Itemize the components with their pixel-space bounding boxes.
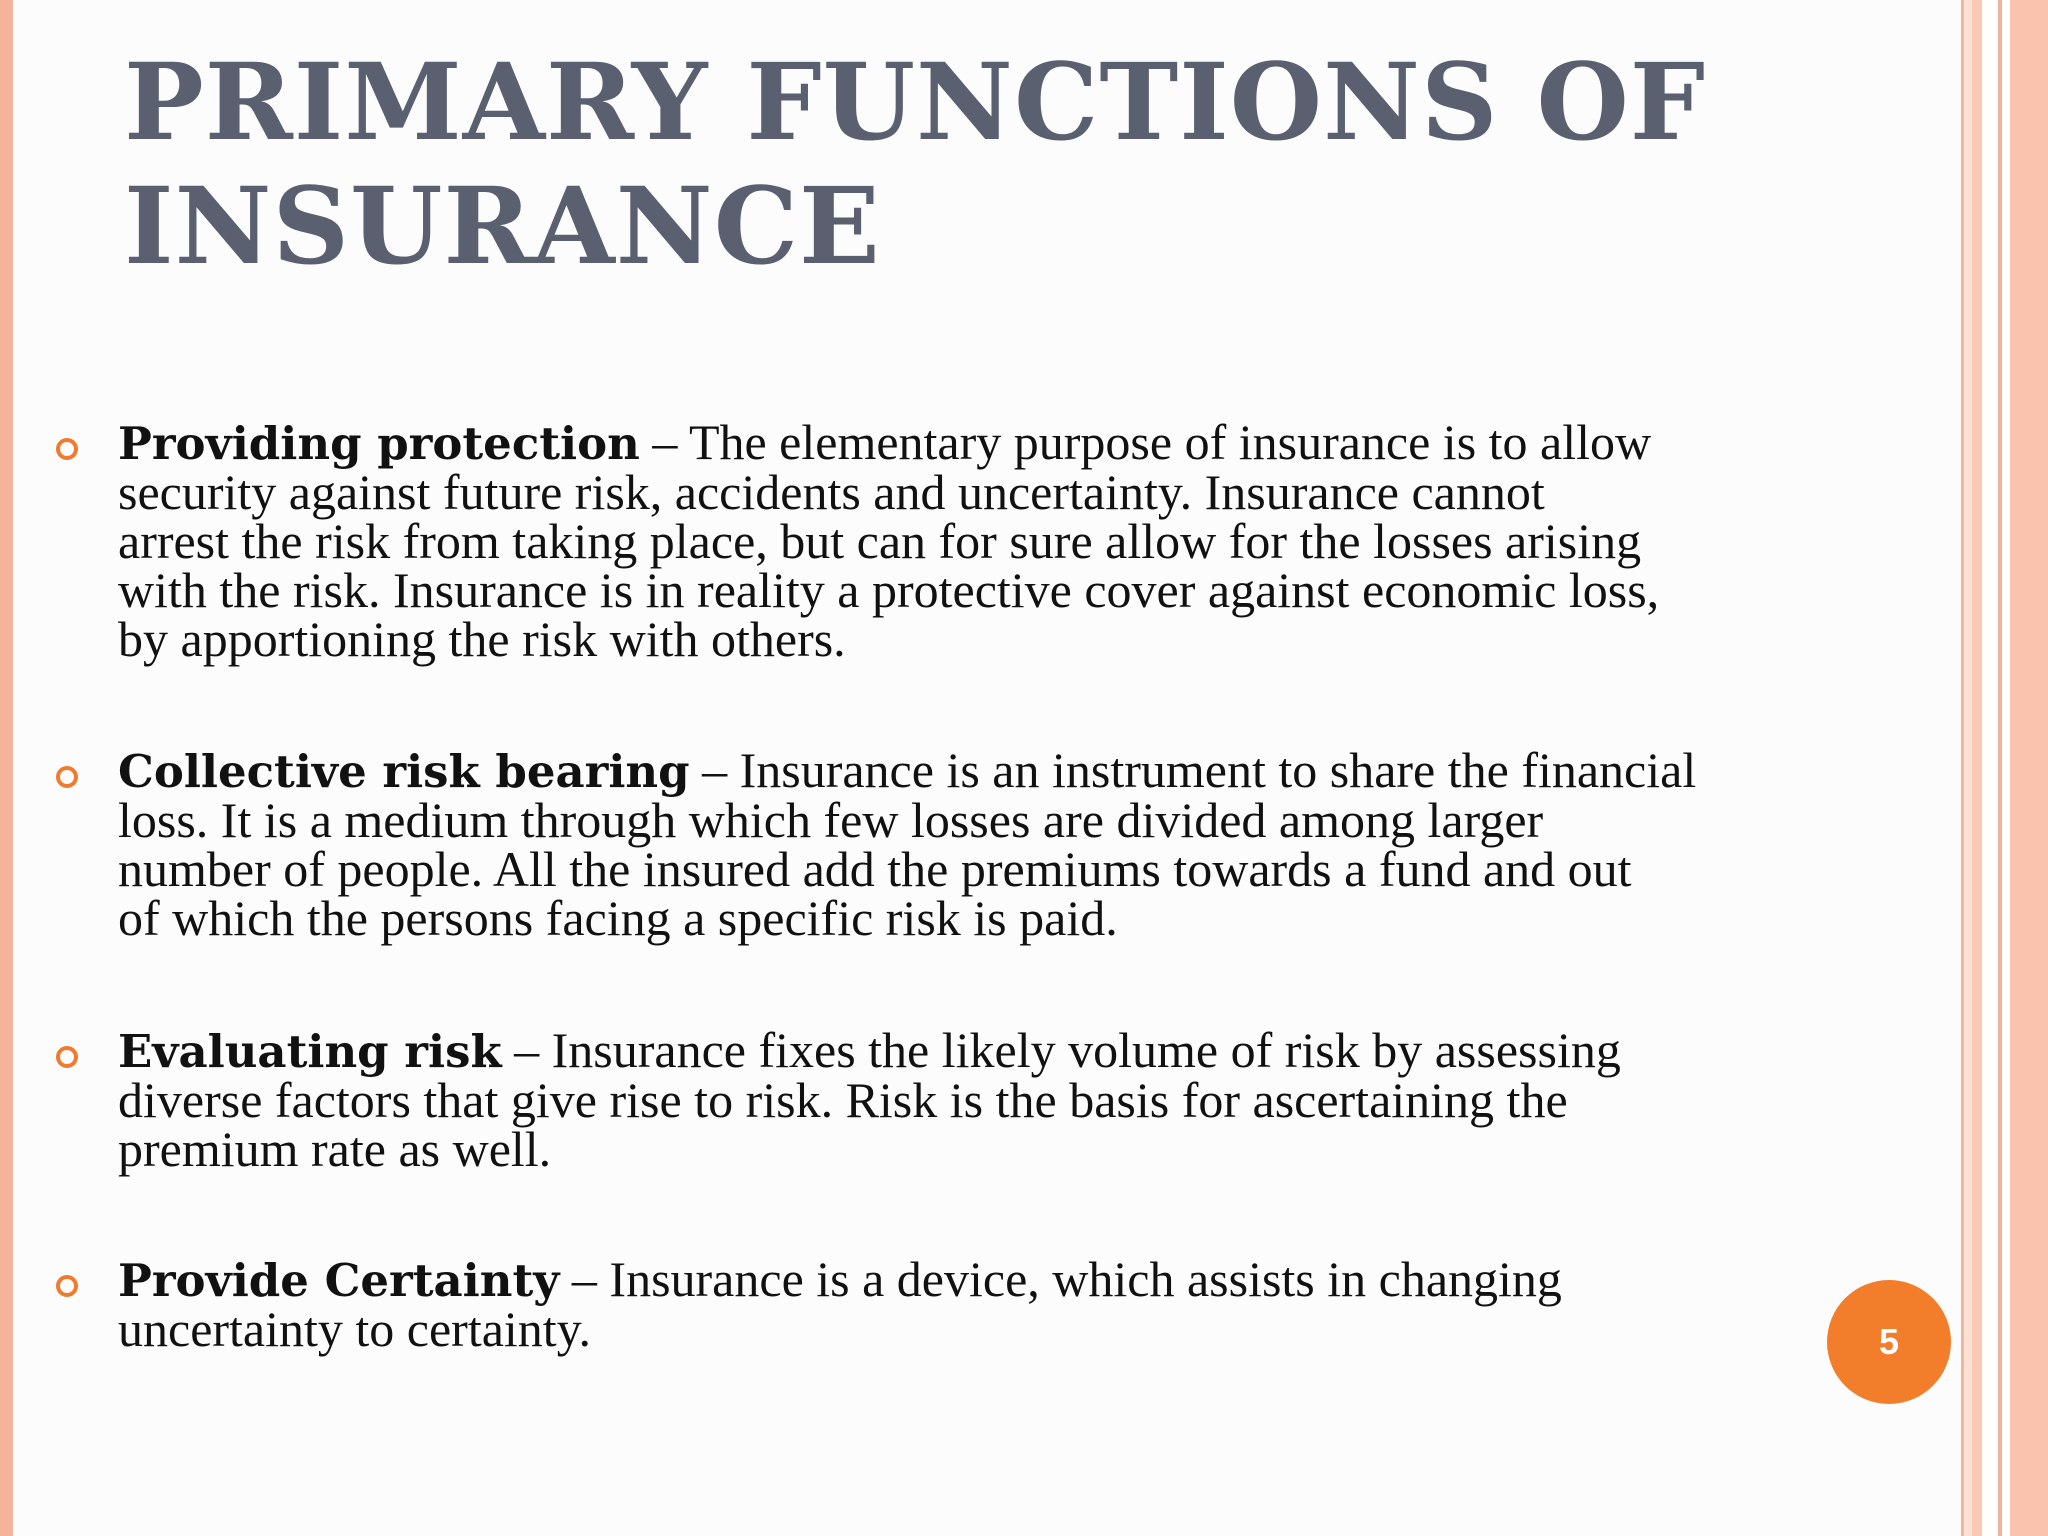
bullet-line: with the risk. Insurance is in reality a protective cover against economic loss, <box>118 562 1660 618</box>
bullet-line: number of people. All the insured add the premiums towards a fund and out <box>118 841 1632 897</box>
bullet-circle-icon <box>56 1275 78 1297</box>
bullet-line: – Insurance is a device, which assists in changing <box>559 1251 1562 1307</box>
bullet-text <box>118 414 2018 667</box>
slide-title <box>124 40 1924 288</box>
bullet-circle-icon <box>56 438 78 460</box>
bullet-line: security against future risk, accidents and uncertainty. Insurance cannot <box>118 464 1545 520</box>
bullet-term: Evaluating risk <box>118 1025 502 1078</box>
bullet-line: – Insurance fixes the likely volume of risk by assessing <box>501 1022 1621 1078</box>
bullet-line: loss. It is a medium through which few losses are divided among larger <box>118 792 1544 848</box>
bullet-text <box>118 1022 2018 1177</box>
bullet-line: premium rate as well. <box>118 1121 552 1177</box>
bullet-term: Provide Certainty <box>118 1254 560 1307</box>
slide-title-line: PRIMARY FUNCTIONS OF <box>124 39 1707 164</box>
bullet-line: diverse factors that give rise to risk. Risk is the basis for ascertaining the <box>118 1072 1568 1128</box>
bullet-text <box>118 742 2018 946</box>
bullet-circle-icon <box>56 1046 78 1068</box>
page-number-badge: 5 <box>1827 1280 1951 1404</box>
left-border-stripe <box>0 0 13 1536</box>
slide-title-line: INSURANCE <box>124 163 881 288</box>
bullet-term: Collective risk bearing <box>118 745 690 798</box>
bullet-line: by apportioning the risk with others. <box>118 611 846 667</box>
bullet-line: – Insurance is an instrument to share the financial <box>689 742 1697 798</box>
bullet-circle-icon <box>56 766 78 788</box>
bullet-line: uncertainty to certainty. <box>118 1301 591 1357</box>
bullet-line: of which the persons facing a specific risk is paid. <box>118 890 1118 946</box>
bullet-line: – The elementary purpose of insurance is to allow <box>639 414 1652 470</box>
bullet-line: arrest the risk from taking place, but can for sure allow for the losses arising <box>118 513 1642 569</box>
bullet-term: Providing protection <box>118 417 640 470</box>
bullet-text <box>118 1251 2018 1357</box>
